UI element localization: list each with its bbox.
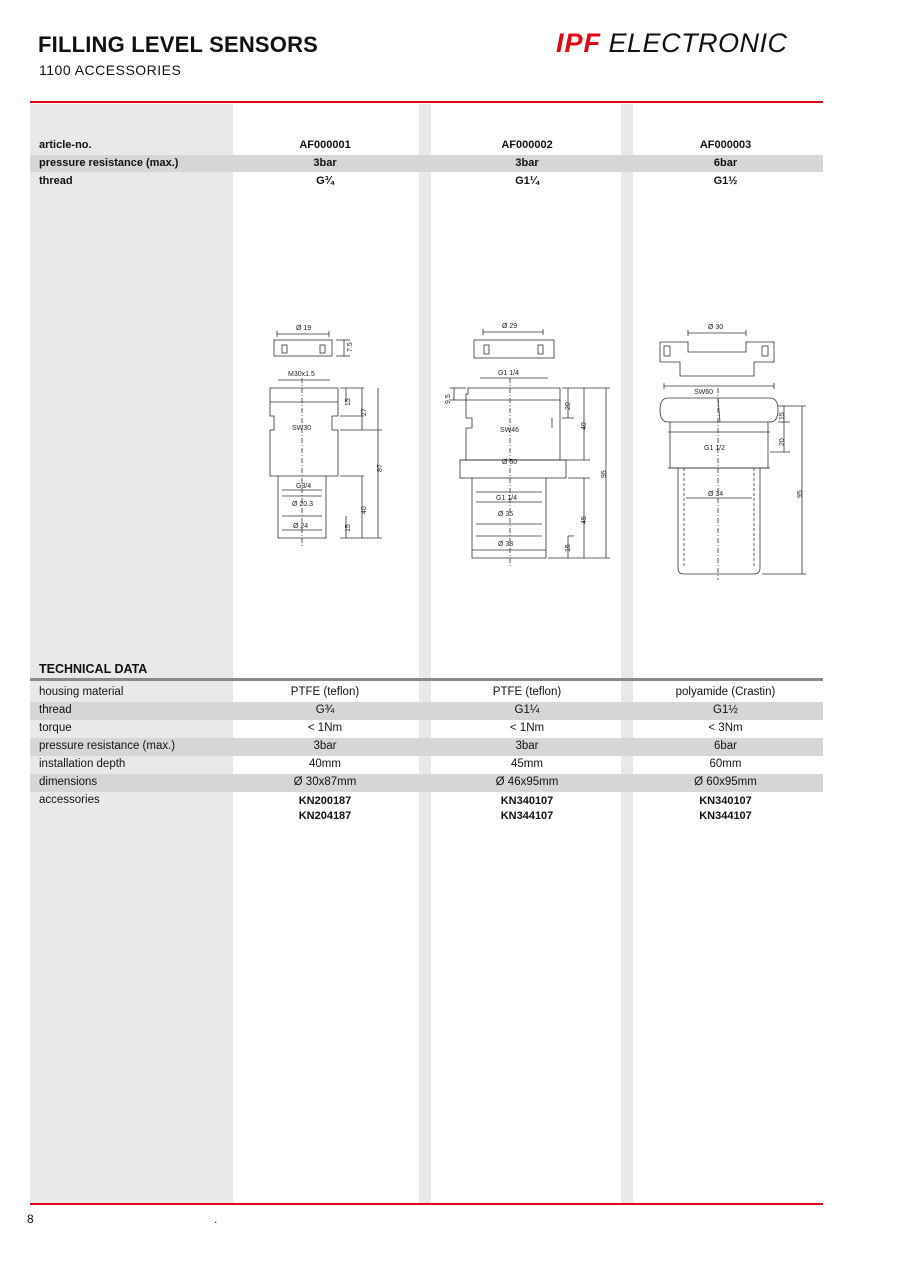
logo-brand: IPF [556,28,602,58]
dim-label: Ø 35 [498,511,514,518]
technical-drawing-af000002 [440,318,620,568]
cell: 6bar [713,740,738,752]
table-row [30,774,823,792]
dim-label: 40 [361,506,368,514]
dim-label: Ø 19 [296,325,312,332]
thread-1: G¾ [316,175,334,187]
dim-label: SW60 [694,389,714,396]
cell: 60mm [709,758,742,770]
footer-mark: . [214,1212,218,1226]
technical-drawing-af000001 [260,318,390,558]
dim-label: 87 [377,464,384,472]
pressure-3: 6bar [713,157,738,169]
dim-label: 95 [601,470,608,478]
row-label: housing material [39,686,124,698]
table-row [30,756,823,774]
dim-label: 40 [581,422,588,430]
dim-label: G1 1/4 [496,495,518,502]
cell: 45mm [511,758,543,770]
dim-label: Ø 20.3 [292,501,314,508]
dim-label: Ø 30 [708,324,724,331]
dim-label: Ø 34 [708,491,724,498]
article-2: AF000002 [501,139,553,151]
row-label: pressure resistance (max.) [39,157,179,169]
row-label: pressure resistance (max.) [39,740,176,752]
dim-label: 45 [581,516,588,524]
cell: Ø 60x95mm [694,776,757,788]
accessory-code: KN204187 [298,810,352,822]
row-label: accessories [39,794,100,806]
table-row [30,684,823,702]
accessory-code: KN200187 [298,795,352,807]
accessory-code: KN344107 [500,810,554,822]
dim-label: G1 1/2 [704,445,726,452]
table-row [30,720,823,738]
table-row-accessories [30,792,823,826]
pressure-1: 3bar [313,157,337,169]
cell: Ø 46x95mm [495,776,559,788]
cell: PTFE (teflon) [492,686,562,698]
dim-label: SW30 [292,425,312,432]
cell: G¾ [315,704,335,716]
thread-3: G1½ [713,175,738,187]
accessories-1 [224,794,426,824]
dim-label: 15 [345,398,352,406]
dim-label: 15 [779,412,786,420]
cell: Ø 30x87mm [293,776,357,788]
row-label: thread [39,175,73,187]
page-subtitle: 1100 ACCESSORIES [39,62,182,78]
accessory-code: KN340107 [699,795,752,807]
accessories-2 [426,794,628,824]
dim-label: Ø 24 [293,523,309,530]
cell: < 1Nm [509,722,545,734]
page-title: FILLING LEVEL SENSORS [38,32,319,57]
table-row-pressure [30,155,823,172]
technical-drawing-af000003 [650,318,820,578]
cell: < 1Nm [307,722,343,734]
dim-label: 20 [565,402,572,410]
dim-label: Ø 29 [502,323,518,330]
dim-label: 20 [779,438,786,446]
dim-label: M30x1.5 [288,371,315,378]
dim-label: G3/4 [296,483,312,490]
cell: G1¼ [514,704,540,716]
row-label: article-no. [39,139,92,151]
column-gap [223,104,233,1204]
row-label: thread [39,704,72,716]
label-column-bg [30,104,223,1204]
row-label: dimensions [39,776,98,788]
page-number: 8 [27,1212,34,1226]
header-divider [30,101,823,103]
cell: polyamide (Crastin) [675,686,776,698]
table-row [30,738,823,756]
dim-label: 15 [345,524,352,532]
dim-label: G1 1/4 [498,370,520,377]
dim-label: SW46 [500,427,520,434]
dim-label: Ø 38 [498,541,514,548]
dim-label: Ø 50 [502,459,518,466]
table-row-thread [30,173,823,190]
dim-label: 15 [565,544,572,552]
table-row [30,702,823,720]
dim-label: 95 [797,490,804,498]
dim-label: 7.5 [347,342,354,352]
footer-divider [30,1203,823,1205]
cell: G1½ [713,704,738,716]
section-title: TECHNICAL DATA [39,662,148,676]
ipf-electronic-logo [556,28,788,59]
cell: PTFE (teflon) [290,686,360,698]
accessories-3 [628,794,823,824]
dim-label: 9.5 [445,394,452,404]
row-label: installation depth [39,758,126,770]
thread-2: G1¼ [515,175,539,187]
dim-label: 27 [361,408,368,416]
pressure-2: 3bar [515,157,539,169]
table-row-article [30,137,823,154]
row-label: torque [39,722,72,734]
column-gap [419,104,431,1204]
cell: 40mm [309,758,341,770]
column-gap [621,104,633,1204]
accessory-code: KN344107 [699,810,752,822]
article-3: AF000003 [699,139,752,151]
cell: 3bar [313,740,337,752]
article-1: AF000001 [299,139,351,151]
cell: 3bar [515,740,539,752]
logo-rest: ELECTRONIC [608,28,788,58]
accessory-code: KN340107 [500,795,554,807]
section-divider [30,678,823,681]
cell: < 3Nm [708,722,743,734]
